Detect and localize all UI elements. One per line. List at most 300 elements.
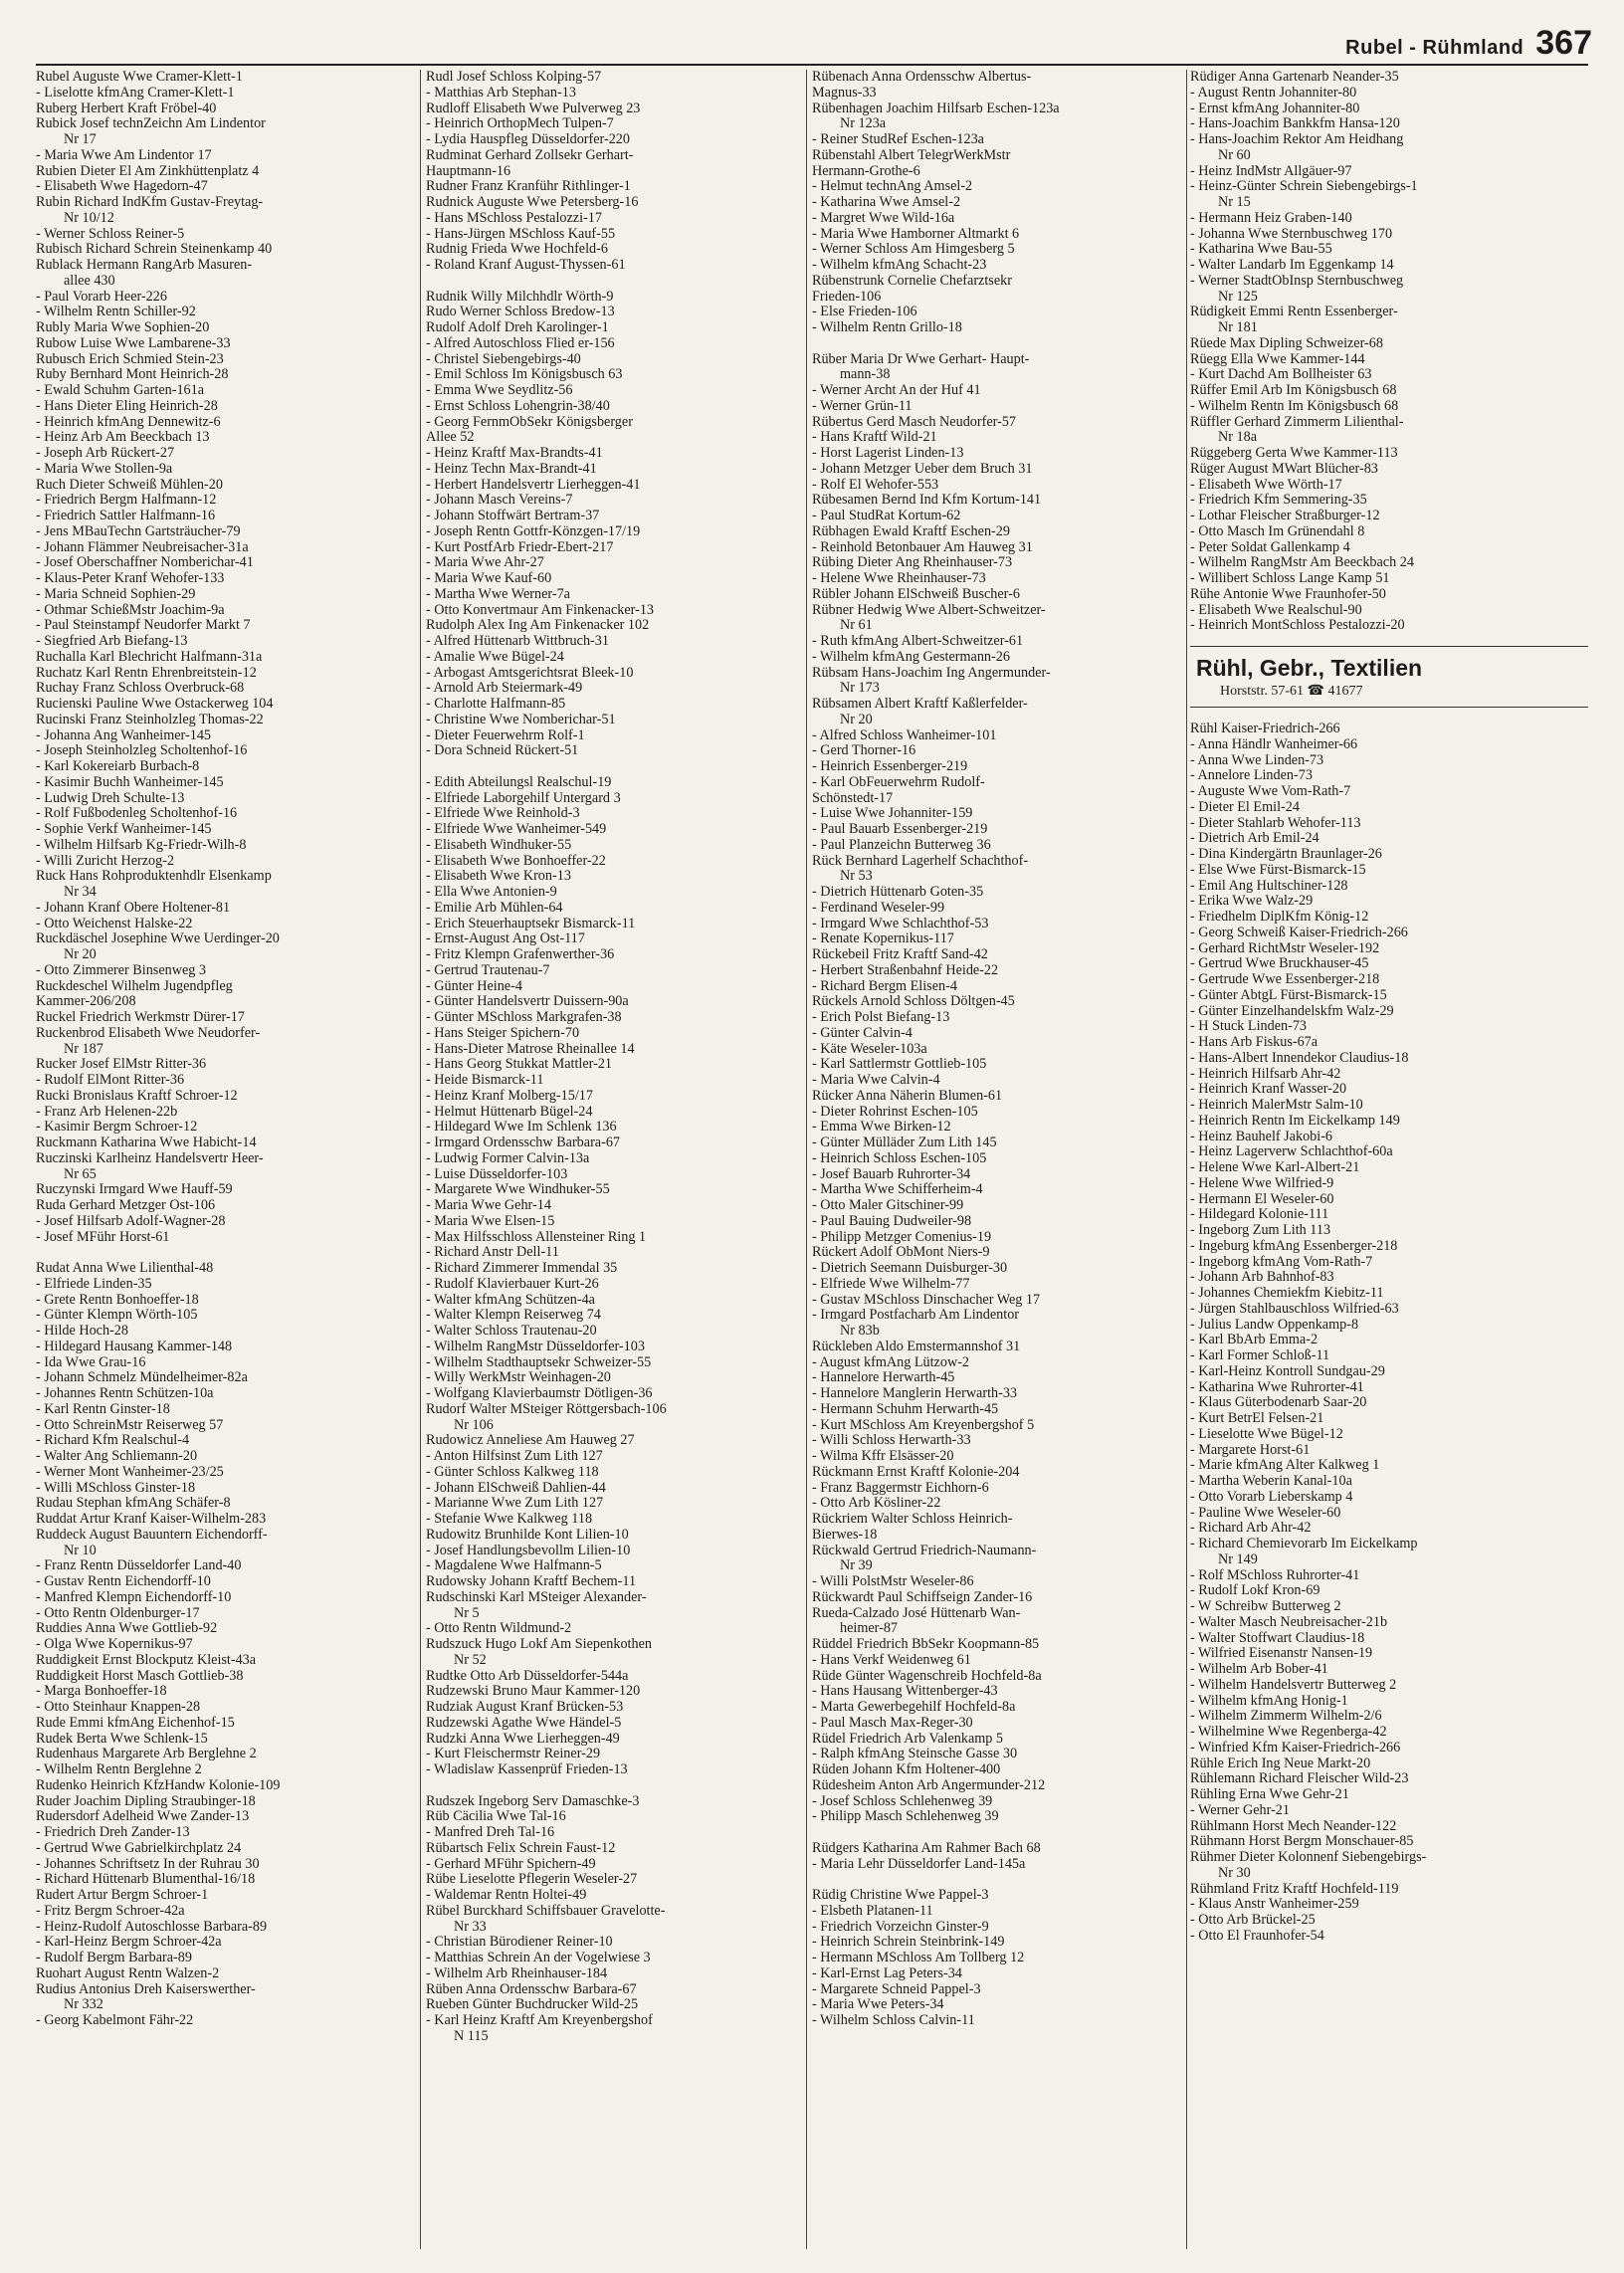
directory-entry: - Dina Kindergärtn Braunlager-26 [1190,847,1382,862]
directory-entry: - Otto Rentn Oldenburger-17 [36,1605,200,1621]
directory-entry: Rudszuck Hugo Lokf Am Siepenkothen [426,1637,652,1652]
directory-entry: - Heinrich Schrein Steinbrink-149 [812,1935,1005,1951]
directory-entry: - Alfred Hüttenarb Wittbruch-31 [426,634,609,649]
directory-entry: - Hilde Hoch-28 [36,1324,128,1339]
directory-entry: - Kasimir Buchh Wanheimer-145 [36,774,224,790]
directory-entry: - Alfred Schloss Wanheimer-101 [812,727,997,743]
directory-entry: - Wilhelm kfmAng Honig-1 [1190,1693,1348,1709]
directory-entry: - Otto Zimmerer Binsenweg 3 [36,962,206,978]
directory-entry: - Walter Stoffwart Claudius-18 [1190,1630,1365,1646]
directory-entry: Rudat Anna Wwe Lilienthal-48 [36,1261,214,1276]
directory-entry: - Wilfried Eisenanstr Nansen-19 [1190,1646,1373,1662]
directory-entry: - Walter Landarb Im Eggenkamp 14 [1190,258,1394,273]
directory-entry: - Wilhelm Stadthauptsekr Schweizer-55 [426,1354,652,1370]
directory-entry: Rühl Kaiser-Friedrich-266 [1190,722,1340,736]
directory-entry: - Otto Konvertmaur Am Finkenacker-13 [426,602,655,618]
directory-entry: - Hans-Albert Innendekor Claudius-18 [1190,1050,1409,1066]
directory-entry: - Heide Bismarck-11 [426,1073,544,1088]
directory-entry: Rüde Günter Wagenschreib Hochfeld-8a [812,1668,1042,1684]
directory-entry: - Julius Landw Oppenkamp-8 [1190,1317,1359,1333]
directory-entry: Nr 123a [840,116,887,132]
directory-entry: Rucinski Franz Steinholzleg Thomas-22 [36,712,264,727]
directory-entry: - Hans-Joachim Bankkfm Hansa-120 [1190,116,1400,132]
directory-entry: Rudl Josef Schloss Kolping-57 [426,70,602,85]
directory-entry: - Martha Wwe Schifferheim-4 [812,1182,983,1198]
directory-entry: - Wilma Kffr Elsässer-20 [812,1449,954,1464]
directory-entry: - Heinz IndMstr Allgäuer-97 [1190,163,1352,179]
directory-entry: - Günter Schloss Kalkweg 118 [426,1464,599,1480]
directory-entry: - Hannelore Herwarth-45 [812,1370,955,1386]
directory-entry: - Waldemar Rentn Holtei-49 [426,1888,587,1903]
directory-entry: - Martha Wwe Werner-7a [426,586,570,602]
directory-entry: - Günter AbtgL Fürst-Bismarck-15 [1190,987,1387,1003]
directory-entry: - Dietrich Seemann Duisburger-30 [812,1261,1008,1276]
directory-entry: - Karl-Ernst Lag Peters-34 [812,1965,962,1981]
directory-entry: - Richard Kfm Realschul-4 [36,1433,190,1449]
directory-entry: - Kurt BetrEl Felsen-21 [1190,1411,1324,1426]
directory-entry: - Johann Arb Bahnhof-83 [1190,1270,1334,1286]
directory-entry: - Günter Heine-4 [426,978,522,994]
page-header [1314,26,1592,66]
directory-entry: - Kurt MSchloss Am Kreyenbergshof 5 [812,1417,1035,1433]
directory-entry: - Lydia Hauspfleg Düsseldorfer-220 [426,132,630,147]
directory-entry: - Werner Gehr-21 [1190,1802,1290,1818]
directory-entry: Rucki Bronislaus Kraftf Schroer-12 [36,1088,238,1104]
directory-entry: Rüdgers Katharina Am Rahmer Bach 68 [812,1840,1041,1856]
directory-entry: - Elisabeth Wwe Wörth-17 [1190,477,1342,493]
directory-entry: - Erich Polst Biefang-13 [812,1010,950,1025]
directory-entry: - Dieter Rohrinst Eschen-105 [812,1104,978,1120]
directory-entry: - Dora Schneid Rückert-51 [426,743,579,759]
directory-entry: - Ferdinand Weseler-99 [812,900,945,916]
directory-entry: - Rudolf Lokf Kron-69 [1190,1583,1320,1599]
directory-entry: - Emma Wwe Seydlitz-56 [426,383,573,398]
directory-entry: - Ralph kfmAng Steinsche Gasse 30 [812,1747,1018,1762]
directory-entry: Ruchatz Karl Rentn Ehrenbreitstein-12 [36,665,257,681]
directory-entry: - Manfred Klempn Eichendorff-10 [36,1589,232,1605]
directory-entry: - Paul Bauarb Essenberger-219 [812,822,988,837]
directory-entry: - Maria Schneid Sophien-29 [36,586,196,602]
directory-entry: - Hans Steiger Spichern-70 [426,1025,580,1041]
directory-entry: - Karl BbArb Emma-2 [1190,1333,1319,1348]
directory-entry: Rucienski Pauline Wwe Ostackerweg 104 [36,697,274,712]
directory-entry: allee 430 [64,273,115,289]
directory-entry: Rüb Cäcilia Wwe Tal-16 [426,1809,566,1825]
directory-entry: - Roland Kranf August-Thyssen-61 [426,258,626,273]
directory-entry: - Joseph Arb Rückert-27 [36,446,175,461]
directory-entry: - Günter Einzelhandelskfm Walz-29 [1190,1003,1394,1019]
directory-entry: - Karl Former Schloß-11 [1190,1348,1330,1363]
directory-entry: - Elisabeth Wwe Realschul-90 [1190,602,1362,618]
directory-entry: - Margarete Schneid Pappel-3 [812,1981,981,1997]
directory-entry: Ruckdäschel Josephine Wwe Uerdinger-20 [36,931,280,947]
directory-entry: - Karl Sattlermstr Gottlieb-105 [812,1057,987,1073]
directory-entry: - Wilhelm Rentn Berglehne 2 [36,1762,202,1777]
directory-entry: - Margarete Wwe Windhuker-55 [426,1182,610,1198]
directory-entry: Rüffer Emil Arb Im Königsbusch 68 [1190,383,1397,398]
directory-entry: - Günter Handelsvertr Duissern-90a [426,994,629,1010]
directory-entry: - Elfriede Linden-35 [36,1276,152,1292]
directory-entry: Rübing Dieter Ang Rheinhauser-73 [812,555,1013,571]
directory-entry: - Fritz Bergm Schroer-42a [36,1903,185,1919]
directory-entry: - Werner Archt An der Huf 41 [812,383,981,398]
directory-entry: Ruchalla Karl Blechricht Halfmann-31a [36,649,263,665]
directory-entry: Rueda-Calzado José Hüttenarb Wan- [812,1605,1021,1621]
directory-entry: - Maria Wwe Gehr-14 [426,1198,551,1213]
directory-entry: - Manfred Dreh Tal-16 [426,1825,555,1840]
directory-entry: Ruddeck August Bauuntern Eichendorff- [36,1527,268,1543]
directory-entry: Rüede Max Dipling Schweizer-68 [1190,335,1383,351]
directory-entry: - Helene Wwe Wilfried-9 [1190,1175,1334,1191]
directory-entry: - Christel Siebengebirgs-40 [426,351,581,367]
directory-entry: Rudau Stephan kfmAng Schäfer-8 [36,1496,231,1512]
directory-entry: - Heinz Kraftf Max-Brandts-41 [426,446,603,461]
directory-entry: Nr 106 [454,1417,494,1433]
directory-entry: - Paul StudRat Kortum-62 [812,509,961,523]
directory-entry: - Günter Mülläder Zum Lith 145 [812,1136,997,1150]
directory-entry: Rueben Günter Buchdrucker Wild-25 [426,1997,639,2013]
directory-entry: - Ewald Schuhm Garten-161a [36,383,205,398]
directory-entry: Rudert Artur Bergm Schroer-1 [36,1888,209,1903]
directory-entry: - Dieter Stahlarb Wehofer-113 [1190,815,1361,831]
directory-entry: - Elfriede Wwe Wanheimer-549 [426,822,607,837]
directory-entry: - Jürgen Stahlbauschloss Wilfried-63 [1190,1301,1399,1317]
directory-entry: Hermann-Grothe-6 [812,163,920,179]
directory-entry: Nr 65 [64,1166,97,1182]
directory-entry: - Pauline Wwe Weseler-60 [1190,1505,1341,1521]
directory-entry: - Josef Oberschaffner Nomberichar-41 [36,555,254,571]
directory-entry: Ruberg Herbert Kraft Fröbel-40 [36,101,217,116]
directory-entry: Rudloff Elisabeth Wwe Pulverweg 23 [426,101,641,116]
ad-top-rule [1190,646,1588,647]
directory-entry: Ruchay Franz Schloss Overbruck-68 [36,681,245,697]
directory-column-1 [36,70,414,2239]
directory-entry: - Maria Wwe Hamborner Altmarkt 6 [812,226,1020,242]
directory-entry: - Hans-Dieter Matrose Rheinallee 14 [426,1041,635,1057]
directory-entry: - Günter Klempn Wörth-105 [36,1308,198,1324]
directory-entry: Rübenach Anna Ordensschw Albertus- [812,70,1032,85]
directory-entry: Rudnick Auguste Wwe Petersberg-16 [426,195,639,210]
directory-entry: Rüber Maria Dr Wwe Gerhart- Haupt- [812,351,1030,367]
directory-entry: - Wilhelm Rentn Grillo-18 [812,320,962,335]
directory-entry: - Grete Rentn Bonhoeffer-18 [36,1292,199,1308]
directory-entry: - Katharina Wwe Amsel-2 [812,195,961,210]
directory-entry: - Irmgard Postfacharb Am Lindentor [812,1308,1020,1324]
directory-entry: Rudziak August Kranf Brücken-53 [426,1700,624,1715]
directory-entry: - Hermann El Weseler-60 [1190,1191,1334,1207]
directory-entry: - Rolf El Wehofer-553 [812,477,939,493]
directory-entry: - Emil Ang Hultschiner-128 [1190,878,1348,894]
directory-entry: mann-38 [840,367,891,383]
directory-entry: Rübler Johann ElSchweiß Buscher-6 [812,586,1020,602]
directory-entry: Frieden-106 [812,289,882,305]
directory-entry: - Christine Wwe Nomberichar-51 [426,712,616,727]
directory-entry: Nr 18a [1218,430,1258,446]
directory-entry: - Elisabeth Wwe Bonhoeffer-22 [426,853,606,869]
directory-columns [36,70,1588,2239]
directory-entry: Rudius Antonius Dreh Kaiserswerther- [36,1981,256,1997]
directory-entry: - Heinz-Rudolf Autoschlosse Barbara-89 [36,1919,268,1935]
directory-entry: - Dietrich Arb Emil-24 [1190,831,1320,847]
directory-entry: - August kfmAng Lützow-2 [812,1354,970,1370]
entry-gap [426,1778,804,1794]
directory-entry: - Peter Soldat Gallenkamp 4 [1190,539,1350,555]
directory-entry: Rubin Richard IndKfm Gustav-Freytag- [36,195,264,210]
directory-entry: Ruckmann Katharina Wwe Habicht-14 [36,1136,257,1150]
directory-entry: - Friedrich Bergm Halfmann-12 [36,493,217,509]
directory-entry: - Renate Kopernikus-117 [812,931,954,947]
directory-entry: - Maria Wwe Kauf-60 [426,571,552,586]
directory-entry: - Karl-Heinz Bergm Schroer-42a [36,1935,222,1951]
page-number: 367 [1535,24,1592,62]
directory-entry: - Klaus-Peter Kranf Wehofer-133 [36,571,225,586]
directory-entry: - Erika Wwe Walz-29 [1190,894,1314,910]
directory-entry: - Heinrich OrthopMech Tulpen-7 [426,116,614,132]
directory-entry: Nr 39 [840,1558,873,1574]
directory-entry: - Heinz Bauhelf Jakobi-6 [1190,1129,1333,1144]
directory-entry: - Elfriede Wwe Wilhelm-77 [812,1276,970,1292]
directory-entry: - Kurt PostfArb Friedr-Ebert-217 [426,539,614,555]
directory-entry: - Wilhelm RangMstr Am Beeckbach 24 [1190,555,1414,571]
directory-entry: - Marta Gewerbegehilf Hochfeld-8a [812,1700,1016,1715]
directory-entry: Rudowicz Anneliese Am Hauweg 27 [426,1433,635,1449]
directory-entry: Rühe Antonie Wwe Fraunhofer-50 [1190,586,1386,602]
directory-entry: - Otto Rentn Wildmund-2 [426,1621,572,1637]
entry-gap [36,1245,414,1261]
directory-entry: - Johanna Ang Wanheimer-145 [36,727,212,743]
directory-entry: Nr 173 [840,681,880,697]
directory-entry: - Elisabeth Wwe Kron-13 [426,869,571,885]
directory-entry: Nr 181 [1218,320,1258,335]
directory-entry: - Rudolf ElMont Ritter-36 [36,1073,185,1088]
directory-entry: - Maria Wwe Calvin-4 [812,1073,940,1088]
directory-entry: - Willi Zuricht Herzog-2 [36,853,175,869]
directory-entry: Rückels Arnold Schloss Döltgen-45 [812,994,1015,1010]
directory-entry: - Emil Schloss Im Königsbusch 63 [426,367,623,383]
directory-entry: Rudolf Adolf Dreh Karolinger-1 [426,320,609,335]
directory-entry: - Liselotte kfmAng Cramer-Klett-1 [36,85,235,101]
directory-entry: Nr 17 [64,132,97,147]
directory-entry: - Otto Masch Im Grünendahl 8 [1190,523,1365,539]
directory-entry: Nr 52 [454,1652,487,1668]
directory-entry: - Ida Wwe Grau-16 [36,1354,146,1370]
directory-entry: Rudo Werner Schloss Bredow-13 [426,305,615,320]
directory-entry: - Paul Vorarb Heer-226 [36,289,167,305]
directory-column-4-bottom [1190,722,1588,1945]
directory-entry: - Helmut Hüttenarb Bügel-24 [426,1104,593,1120]
directory-entry: Rübenstrunk Cornelie Chefarztsekr [812,273,1012,289]
directory-entry: - Richard Anstr Dell-11 [426,1245,559,1261]
directory-entry: Rückert Adolf ObMont Niers-9 [812,1245,990,1261]
directory-entry: - Katharina Wwe Ruhrorter-41 [1190,1379,1364,1395]
directory-entry: Rüdigkeit Emmi Rentn Essenberger- [1190,305,1398,320]
directory-entry: - Werner StadtObInsp Sternbuschweg [1190,273,1404,289]
directory-entry: Rüegg Ella Wwe Kammer-144 [1190,351,1365,367]
directory-entry: Rüger August MWart Blücher-83 [1190,461,1378,477]
directory-entry: Rucker Josef ElMstr Ritter-36 [36,1057,207,1073]
directory-entry: - Gertrud Trautenau-7 [426,962,550,978]
directory-entry: Ruohart August Rentn Walzen-2 [36,1965,220,1981]
directory-entry: Rudolph Alex Ing Am Finkenacker 102 [426,618,650,634]
directory-entry: - Wilhelm Arb Rheinhauser-184 [426,1965,608,1981]
directory-entry: - Johann Schmelz Mündelheimer-82a [36,1370,248,1386]
directory-entry: - Max Hilfsschloss Allensteiner Ring 1 [426,1229,647,1245]
directory-entry: - Ingeburg kfmAng Essenberger-218 [1190,1238,1398,1254]
directory-entry: - Philipp Metzger Comenius-19 [812,1229,992,1245]
directory-entry: Rudszek Ingeborg Serv Damaschke-3 [426,1793,640,1809]
directory-entry: - Joseph Steinholzleg Scholtenhof-16 [36,743,248,759]
directory-entry: Ruczynski Irmgard Wwe Hauff-59 [36,1182,233,1198]
directory-entry: Ruckdeschel Wilhelm Jugendpfleg [36,978,233,994]
running-headword: Rubel - Rühmland [1345,37,1524,59]
directory-entry: - Reiner StudRef Eschen-123a [812,132,984,147]
directory-entry: - Hermann MSchloss Am Tollberg 12 [812,1951,1025,1965]
directory-entry: - Hermann Schuhm Herwarth-45 [812,1401,999,1417]
directory-entry: - Sophie Verkf Wanheimer-145 [36,822,212,837]
directory-entry: Nr 30 [1218,1865,1251,1881]
directory-entry: - Johannes Schriftsetz In der Ruhrau 30 [36,1856,260,1872]
directory-entry: - Klaus Anstr Wanheimer-259 [1190,1897,1359,1913]
directory-entry: - Georg Schweiß Kaiser-Friedrich-266 [1190,925,1408,940]
directory-entry: Rudnik Willy Milchhdlr Wörth-9 [426,289,614,305]
directory-entry: - Wilhelm Arb Bober-41 [1190,1662,1328,1677]
directory-entry: - Magdalene Wwe Halfmann-5 [426,1558,602,1574]
directory-entry: Rübhagen Ewald Kraftf Eschen-29 [812,523,1010,539]
directory-entry: - Maria Wwe Am Lindentor 17 [36,147,212,163]
directory-entry: - Franz Arb Helenen-22b [36,1104,178,1120]
directory-entry: - Edith Abteilungsl Realschul-19 [426,774,612,790]
directory-entry: - Walter Schloss Trautenau-20 [426,1324,597,1339]
directory-entry: Rübenstahl Albert TelegrWerkMstr [812,147,1011,163]
directory-entry: - Karl Heinz Kraftf Am Kreyenbergshof [426,2013,653,2028]
directory-entry: - Martha Weberin Kanal-10a [1190,1474,1352,1489]
directory-entry: - Hans Hausang Wittenberger-43 [812,1684,998,1700]
directory-entry: Rubow Luise Wwe Lambarene-33 [36,335,231,351]
directory-entry: - Philipp Masch Schlehenweg 39 [812,1809,999,1825]
directory-entry: - Wilhelm kfmAng Gestermann-26 [812,649,1010,665]
directory-entry: - Johann Metzger Ueber dem Bruch 31 [812,461,1033,477]
directory-entry: Rücker Anna Näherin Blumen-61 [812,1088,1003,1104]
directory-entry: - Otto El Fraunhofer-54 [1190,1928,1324,1944]
directory-entry: - Hans MSchloss Pestalozzi-17 [426,210,602,226]
directory-entry: - Wilhelm Handelsvertr Butterweg 2 [1190,1677,1397,1693]
directory-entry: - Dietrich Hüttenarb Goten-35 [812,885,984,900]
directory-entry: Ruddies Anna Wwe Gottlieb-92 [36,1621,218,1637]
directory-entry: Rühlmann Horst Mech Neander-122 [1190,1818,1397,1834]
directory-entry: Rudzki Anna Wwe Lierheggen-49 [426,1731,620,1747]
directory-entry: - Amalie Wwe Bügel-24 [426,649,564,665]
directory-entry: - Johann ElSchweiß Dahlien-44 [426,1480,606,1496]
directory-entry: - Heinrich kfmAng Dennewitz-6 [36,414,221,430]
directory-entry: - Heinz Arb Am Beeckbach 13 [36,430,210,446]
directory-entry: - Margarete Horst-61 [1190,1442,1311,1458]
directory-entry: - Hans Kraftf Wild-21 [812,430,937,446]
directory-entry: - Maria Wwe Peters-34 [812,1997,944,2013]
directory-entry: Nr 34 [64,885,97,900]
directory-entry: Ruddat Artur Kranf Kaiser-Wilhelm-283 [36,1512,267,1527]
directory-entry: Rüdiger Anna Gartenarb Neander-35 [1190,70,1399,85]
directory-entry: Rübsamen Albert Kraftf Kaßlerfelder- [812,697,1028,712]
directory-entry: - Else Wwe Fürst-Bismarck-15 [1190,862,1366,878]
directory-entry: - Erich Steuerhauptsekr Bismarck-11 [426,916,636,931]
directory-entry: - Wladislaw Kassenprüf Frieden-13 [426,1762,628,1777]
directory-entry: Nr 5 [454,1605,480,1621]
entry-gap [812,1825,1200,1841]
directory-entry: - Matthias Schrein An der Vogelwiese 3 [426,1951,651,1965]
directory-entry: - Wilhelm RangMstr Düsseldorfer-103 [426,1339,645,1354]
directory-entry: - Stefanie Wwe Kalkweg 118 [426,1512,593,1527]
directory-entry: - Richard Arb Ahr-42 [1190,1521,1312,1537]
directory-entry: Rühlemann Richard Fleischer Wild-23 [1190,1771,1409,1787]
directory-entry: - Walter Klempn Reiserweg 74 [426,1308,601,1324]
directory-entry: - Gerhard RichtMstr Weseler-192 [1190,940,1380,956]
directory-entry: Rüddel Friedrich BbSekr Koopmann-85 [812,1637,1040,1652]
directory-entry: Rubusch Erich Schmied Stein-23 [36,351,224,367]
directory-entry: - Ludwig Dreh Schulte-13 [36,790,185,806]
directory-entry: Rublack Hermann RangArb Masuren- [36,258,253,273]
ad-title: Rühl, Gebr., Textilien [1196,655,1423,681]
directory-entry: Rudner Franz Kranführ Rithlinger-1 [426,179,631,195]
directory-entry: - Heinrich MalerMstr Salm-10 [1190,1098,1363,1113]
directory-entry: - Günter Calvin-4 [812,1025,913,1041]
directory-entry: Rubick Josef technZeichn Am Lindentor [36,116,266,132]
directory-entry: - Helene Wwe Rheinhauser-73 [812,571,986,586]
directory-entry: - Herbert Handelsvertr Lierheggen-41 [426,477,641,493]
directory-entry: Rudminat Gerhard Zollsekr Gerhart- [426,147,634,163]
directory-entry: Nr 61 [840,618,873,634]
directory-entry: - Ernst kfmAng Johanniter-80 [1190,101,1360,116]
directory-entry: Ruczinski Karlheinz Handelsvertr Heer- [36,1150,264,1166]
directory-entry: Rudek Berta Wwe Schlenk-15 [36,1731,208,1747]
directory-entry: - Kasimir Bergm Schroer-12 [36,1120,198,1136]
directory-entry: - Arnold Arb Steiermark-49 [426,681,583,697]
directory-entry: - Georg Kabelmont Fähr-22 [36,2013,194,2028]
directory-entry: Rudowitz Brunhilde Kont Lilien-10 [426,1527,629,1543]
directory-entry: - Otto Steinhaur Knappen-28 [36,1700,201,1715]
business-advertisement [1190,634,1588,722]
directory-entry: - Hermann Heiz Graben-140 [1190,210,1352,226]
directory-entry: Rubien Dieter El Am Zinkhüttenplatz 4 [36,163,260,179]
directory-entry: Rückwardt Paul Schiffseign Zander-16 [812,1589,1033,1605]
directory-entry: - Emilie Arb Mühlen-64 [426,900,563,916]
directory-entry: Rübartsch Felix Schrein Faust-12 [426,1840,616,1856]
directory-entry: - Kurt Dachd Am Bollheister 63 [1190,367,1372,383]
directory-entry: - Wilhelm Rentn Im Königsbusch 68 [1190,398,1399,414]
directory-entry: - Werner Schloss Reiner-5 [36,226,185,242]
directory-entry: - Hans-Joachim Rektor Am Heidhang [1190,132,1404,147]
directory-entry: - Willy WerkMstr Weinhagen-20 [426,1370,611,1386]
directory-entry: Rübe Lieselotte Pflegerin Weseler-27 [426,1872,638,1888]
directory-entry: - Fritz Klempn Grafenwerther-36 [426,947,615,962]
directory-entry: - Anna Wwe Linden-73 [1190,752,1324,768]
directory-entry: - Gertrud Wwe Bruckhauser-45 [1190,956,1369,972]
directory-entry: Rübesamen Bernd Ind Kfm Kortum-141 [812,493,1042,509]
directory-entry: Rübel Burckhard Schiffsbauer Gravelotte- [426,1903,666,1919]
directory-entry: - Willi Schloss Herwarth-33 [812,1433,971,1449]
directory-entry: - Ingeborg Zum Lith 113 [1190,1223,1331,1238]
directory-entry: - Walter kfmAng Schützen-4a [426,1292,595,1308]
ad-bottom-rule [1190,707,1588,708]
directory-entry: Rückwald Gertrud Friedrich-Naumann- [812,1543,1037,1558]
directory-entry: Kammer-206/208 [36,994,136,1010]
directory-entry: - Annelore Linden-73 [1190,768,1313,784]
directory-entry: - Hildegard Wwe Im Schlenk 136 [426,1120,617,1136]
directory-entry: - Walter Ang Schliemann-20 [36,1449,198,1464]
directory-entry: - Hans-Jürgen MSchloss Kauf-55 [426,226,616,242]
entry-gap [426,274,804,290]
entry-gap [812,1872,1200,1888]
directory-entry: - Heinz Techn Max-Brandt-41 [426,461,597,477]
